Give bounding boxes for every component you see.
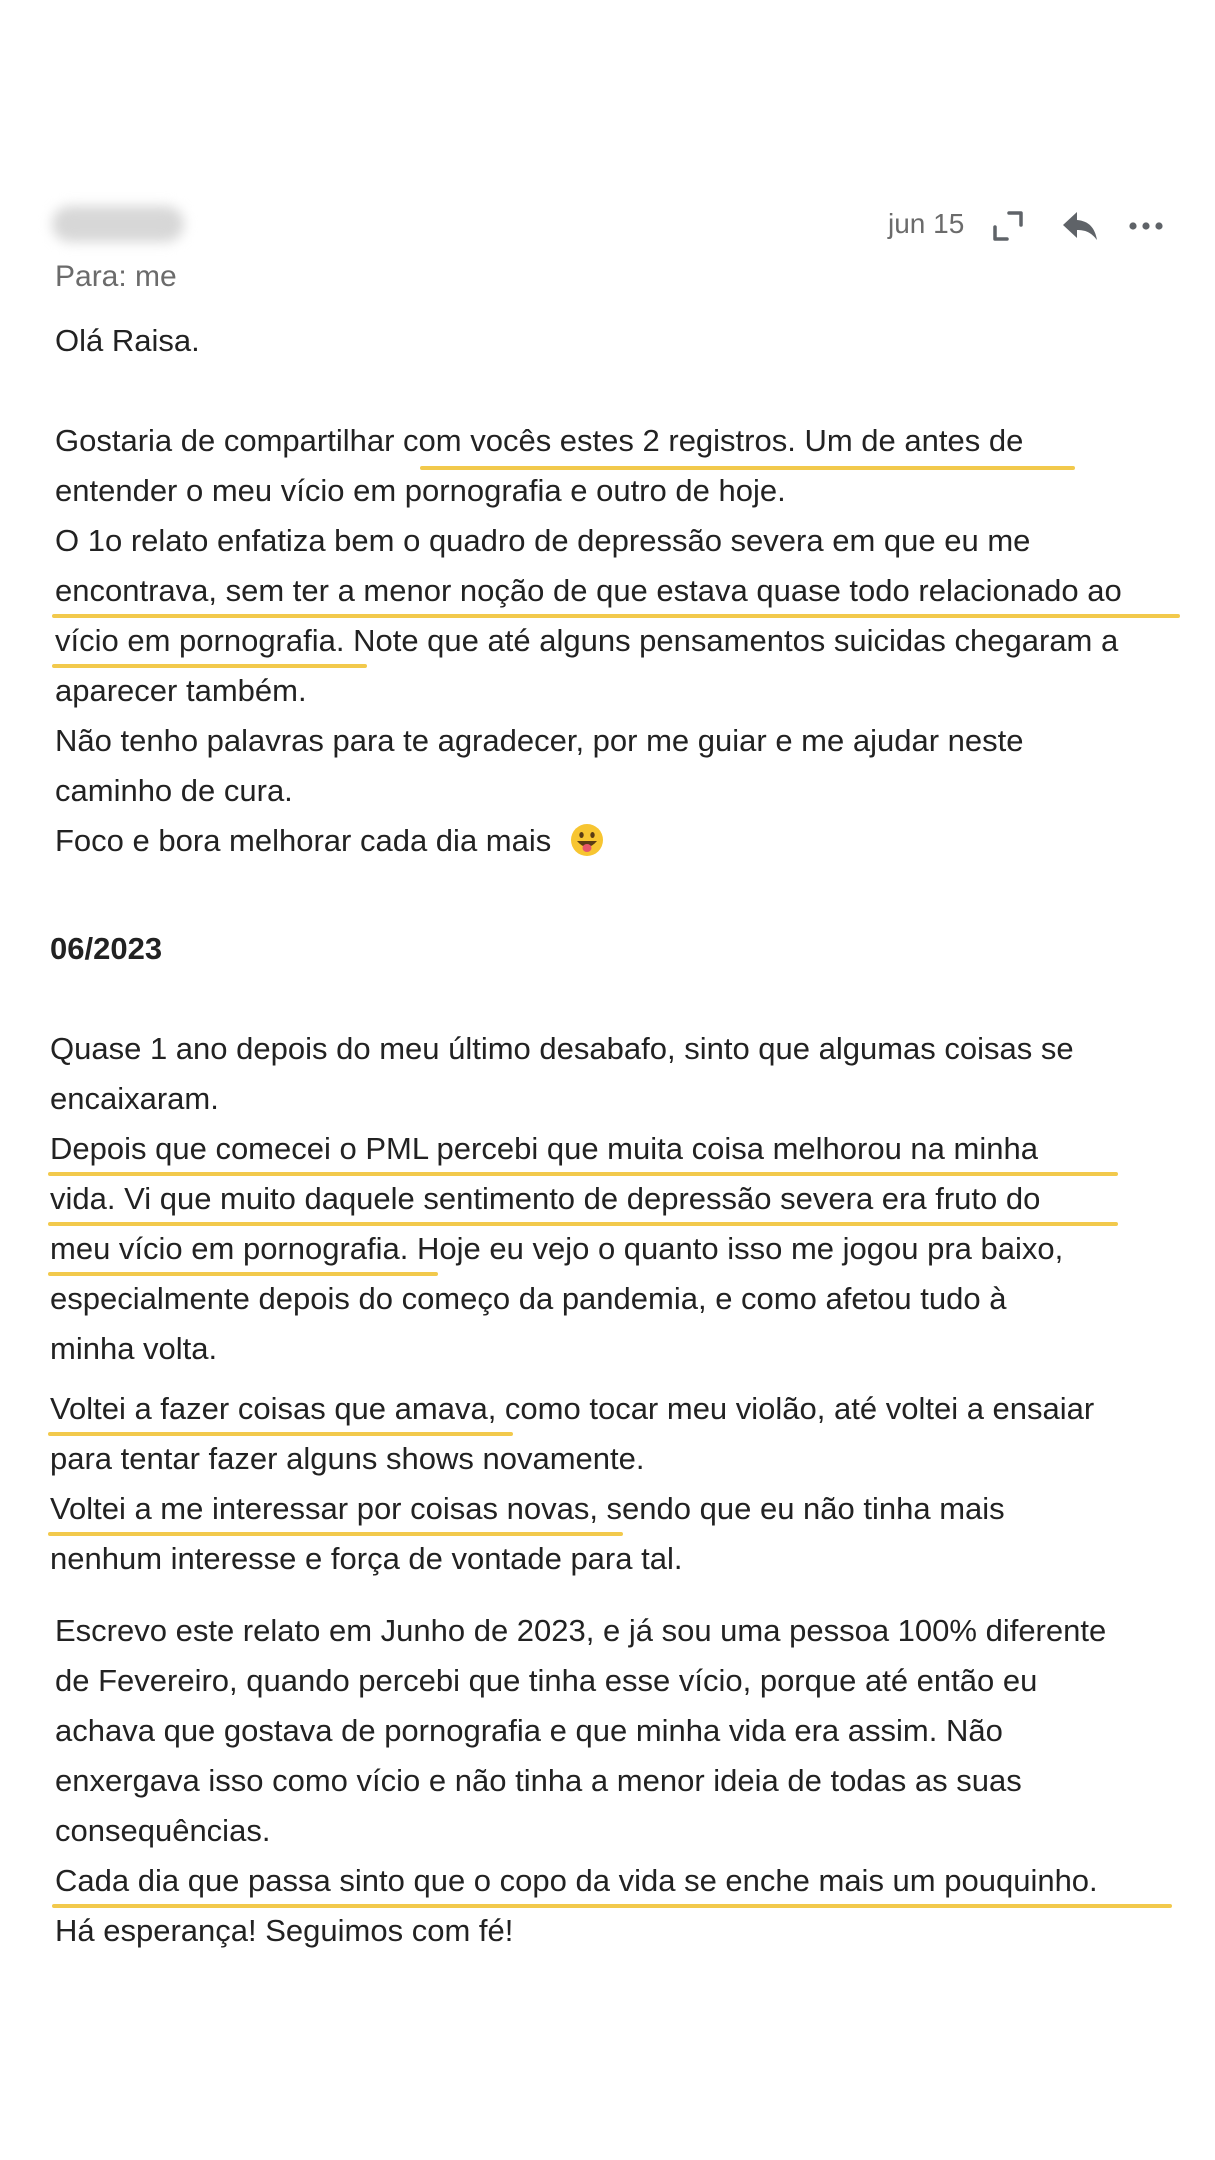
letter1-line: Foco e bora melhorar cada dia mais [55,823,552,858]
letter2-line: nenhum interesse e força de vontade para tal. [50,1541,683,1576]
letter1-line: vício em pornografia. Note que até alguns pensamentos suicidas chegaram a [55,623,1119,658]
letter2-line: Voltei a fazer coisas que amava, como tocar meu violão, até voltei a ensaiar [50,1391,1095,1426]
letter2-line: Depois que comecei o PML percebi que muita coisa melhorou na minha [50,1131,1038,1166]
letter2-heading: 06/2023 [50,931,163,966]
letter2-line: meu vício em pornografia. Hoje eu vejo o quanto isso me jogou pra baixo, [50,1231,1064,1266]
letter3-line: enxergava isso como vício e não tinha a menor ideia de todas as suas [55,1763,1022,1798]
email-header [0,190,1215,300]
sender-name-blurred[interactable] [52,206,184,242]
letter3-line: Escrevo este relato em Junho de 2023, e já sou uma pessoa 100% diferente [55,1613,1107,1648]
greeting: Olá Raisa. [55,323,200,358]
letter2-line: minha volta. [50,1331,218,1366]
letter1-line: aparecer também. [55,673,307,708]
letter1-line: entender o meu vício em pornografia e outro de hoje. [55,473,786,508]
letter1-closing [55,816,604,866]
letter3-line: Cada dia que passa sinto que o copo da vida se enche mais um pouquinho. [55,1863,1098,1898]
letter3-line: Há esperança! Seguimos com fé! [55,1913,514,1948]
letter2-line: especialmente depois do começo da pandemia, e como afetou tudo à [50,1281,1007,1316]
letter3-line: de Fevereiro, quando percebi que tinha esse vício, porque até então eu [55,1663,1038,1698]
letter1-line: Gostaria de compartilhar com vocês estes 2 registros. Um de antes de [55,423,1024,458]
more-icon[interactable] [1124,204,1168,248]
letter1-line: caminho de cura. [55,773,293,808]
letter1-line: O 1o relato enfatiza bem o quadro de depressão severa em que eu me [55,523,1031,558]
letter1-line: Não tenho palavras para te agradecer, por me guiar e me ajudar neste [55,723,1024,758]
reply-icon[interactable] [1058,204,1102,248]
letter2-line: encaixaram. [50,1081,219,1116]
letter1-line: encontrava, sem ter a menor noção de que estava quase todo relacionado ao [55,573,1122,608]
letter2-line: para tentar fazer alguns shows novamente. [50,1441,645,1476]
tongue-emoji-icon [570,823,604,857]
expand-icon[interactable] [986,204,1030,248]
recipient-line[interactable]: Para: me [55,260,177,293]
letter2-line: Quase 1 ano depois do meu último desabafo, sinto que algumas coisas se [50,1031,1074,1066]
letter2-line: Voltei a me interessar por coisas novas, sendo que eu não tinha mais [50,1491,1005,1526]
letter3-line: consequências. [55,1813,271,1848]
letter2-line: vida. Vi que muito daquele sentimento de depressão severa era fruto do [50,1181,1041,1216]
letter3-line: achava que gostava de pornografia e que minha vida era assim. Não [55,1713,1003,1748]
email-date: jun 15 [888,208,965,239]
